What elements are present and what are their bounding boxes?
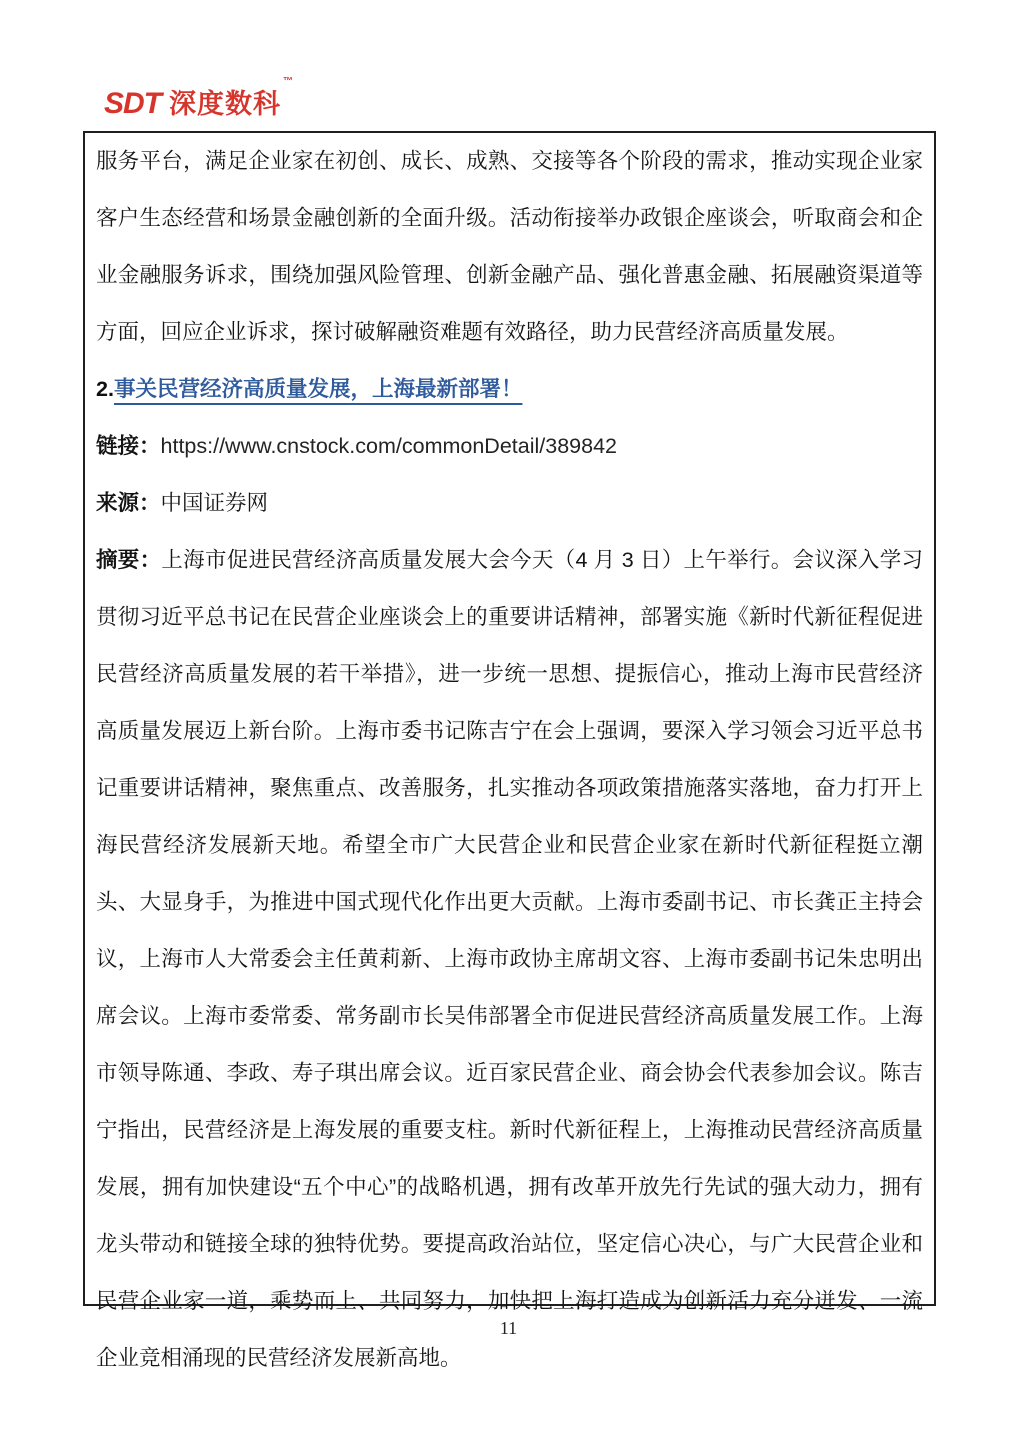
summary-text: 上海市促进民营经济高质量发展大会今天（4 月 3 日）上午举行。会议深入学习贯彻习近平总书记在民营企业座谈会上的重要讲话精神，部署实施《新时代新征程促进民营经济高质量发展的若干举措》，进一步统一思想、提振信心，推动上海市民营经济高质量发展迈上新台阶。上海市委书记陈吉宁在会上强调，要深入学习领会习近平总书记重要讲话精神，聚焦重点、改善服务，扎实推动各项政策措施落实落地，奋力打开上海民营经济发展新天地。希望全市广大民营企业和民营企业家在新时代新征程挺立潮头、大显身手，为推进中国式现代化作出更大贡献。上海市委副书记、市长龚正主持会议，上海市人大常委会主任黄莉新、上海市政协主席胡文容、上海市委副书记朱忠明出席会议。上海市委常委、常务副市长吴伟部署全市促进民营经济高质量发展工作。上海市领导陈通、李政、寿子琪出席会议。近百家民营企业、商会协会代表参加会议。陈吉宁指出，民营经济是上海发展的重要支柱。新时代新征程上，上海推动民营经济高质量发展，拥有加快建设“五个中心”的战略机遇，拥有改革开放先行先试的强大动力，拥有龙头带动和链接全球的独特优势。要提高政治站位，坚定信心决心，与广大民营企业和民营企业家一道，乘势而上、共同努力，加快把上海打造成为创新活力充分迸发、一流企业竞相涌现的民营经济发展新高地。: [96, 548, 923, 1370]
logo-company-name: 深度数科: [169, 89, 281, 119]
trademark-symbol: ™: [283, 76, 294, 87]
source-value: 中国证券网: [160, 491, 269, 515]
link-url: https://www.cnstock.com/commonDetail/389842: [160, 434, 617, 458]
item-title-link[interactable]: 事关民营经济高质量发展，上海最新部署！: [113, 377, 523, 401]
link-label: 链接：: [96, 434, 161, 458]
source-row: [96, 475, 923, 532]
source-label: 来源：: [96, 491, 161, 515]
summary-label: 摘要：: [96, 548, 162, 572]
logo-brand-mark: SDT: [104, 87, 161, 120]
link-row: [96, 418, 923, 475]
page-number: 11: [499, 1318, 518, 1338]
item-heading: [96, 361, 923, 418]
item-number: 2.: [96, 377, 114, 401]
paragraph-continuation: 服务平台，满足企业家在初创、成长、成熟、交接等各个阶段的需求，推动实现企业家客户生态经营和场景金融创新的全面升级。活动衔接举办政银企座谈会，听取商会和企业金融服务诉求，围绕加强风险管理、创新金融产品、强化普惠金融、拓展融资渠道等方面，回应企业诉求，探讨破解融资难题有效路径，助力民营经济高质量发展。: [96, 149, 923, 344]
company-logo: [104, 76, 294, 121]
summary-paragraph: [96, 532, 923, 1387]
